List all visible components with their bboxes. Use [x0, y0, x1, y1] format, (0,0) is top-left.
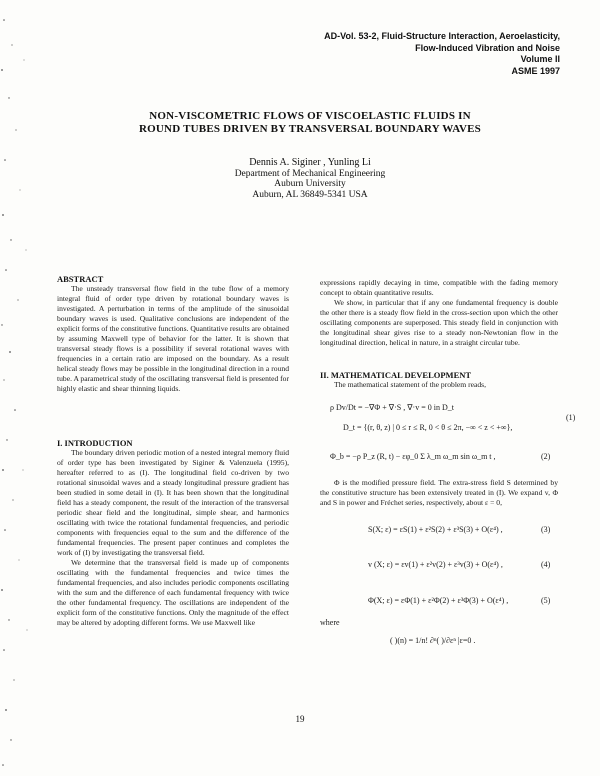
introduction-paragraph-1: The boundary driven periodic motion of a nested integral memory fluid of order type has been investigated by Siginer & Valenzuela (1995), hereafter referred to as (I). The longitudinal field co-driven by two rotational sinusoidal waves and a steady longitudinal pressure gradient has been studied in some detail in (I). It has been shown that the longitudinal field has a steady component, the result of the interaction of the transversal periodic shear field and the longitudinal, simple shear, and harmonics oscillating with twice the rotational fundamental frequencies, and periodic components with frequencies equal to the sum and the difference of the fundamental frequencies. The present paper continues and completes the work of (I) by investigating the transversal field.: [57, 448, 289, 557]
equation-4-number: (4): [541, 560, 551, 569]
author-department: Department of Mechanical Engineering: [234, 168, 386, 179]
equation-2-number: (2): [541, 452, 551, 461]
equation-3: S(X; ε) = εS(1) + ε²S(2) + ε³S(3) + O(ε⁴) ,: [368, 525, 503, 534]
phi-paragraph: Φ is the modified pressure field. The extra-stress field S determined by the constitutive structure has been extensively treated in (I). We expand v, Φ and S in power and Fréchet series, respectively, about ε = 0,: [320, 478, 558, 507]
right-paragraph-2: We show, in particular that if any one fundamental frequency is double the other there is a steady flow field in the cross-section upon which the other oscillating components are superposed. This steady field in conjunction with the longitudinal shear gives rise to a steady non-Newtonian flow in the longitudinal direction, helical in nature, in a straight circular tube.: [320, 298, 558, 347]
header-line-2: Flow-Induced Vibration and Noise: [415, 42, 560, 53]
equation-1a: ρ Dv/Dt = −∇Φ + ∇·S , ∇·v = 0 in D_t: [330, 403, 454, 412]
title-line-2: ROUND TUBES DRIVEN BY TRANSVERSAL BOUNDARY WAVES: [139, 123, 481, 135]
equation-6: ( )(n) = 1/n! ∂ⁿ( )/∂εⁿ |ε=0 .: [390, 636, 476, 645]
math-intro: The mathematical statement of the problem reads,: [334, 380, 487, 389]
header-line-3: Volume II: [520, 54, 560, 64]
abstract-section: [57, 274, 289, 394]
equation-2: Φ_b = −ρ P_z (R, t) − εφ_0 Σ λ_m ω_m sin ω_m t ,: [330, 452, 496, 461]
equation-5: Φ(X; ε) = εΦ(1) + ε²Φ(2) + ε³Φ(3) + O(ε⁴) ,: [368, 596, 509, 605]
title-line-1: NON-VISCOMETRIC FLOWS OF VISCOELASTIC FLUIDS IN: [149, 110, 471, 122]
page-number: 19: [295, 714, 305, 724]
right-paragraph-1: expressions rapidly decaying in time, compatible with the fading memory concept to obtain quantitative results.: [320, 278, 558, 297]
author-address: Auburn, AL 36849-5341 USA: [252, 189, 368, 200]
author-names: Dennis A. Siginer , Yunling Li: [249, 157, 371, 168]
paper-title: [60, 110, 560, 136]
abstract-heading: ABSTRACT: [57, 274, 104, 284]
right-column-top: [320, 278, 558, 348]
equation-3-number: (3): [541, 525, 551, 534]
header-line-1: AD-Vol. 53-2, Fluid-Structure Interaction, Aeroelasticity,: [324, 31, 560, 41]
author-university: Auburn University: [274, 179, 346, 189]
header-line-4: ASME 1997: [511, 65, 560, 76]
introduction-heading: I. INTRODUCTION: [57, 438, 133, 448]
introduction-section: [57, 438, 289, 628]
math-heading: II. MATHEMATICAL DEVELOPMENT: [320, 370, 472, 380]
author-block: [60, 158, 560, 200]
equation-5-number: (5): [541, 596, 551, 605]
equation-4: v (X; ε) = εv(1) + ε²v(2) + ε³v(3) + O(ε⁴) ,: [368, 560, 503, 569]
abstract-text: The unsteady transversal flow field in the tube flow of a memory integral fluid of order type driven by rotational boundary waves is investigated. A perturbation in terms of the amplitude of the sinusoidal boundary waves is used. Qualitative conclusions are independent of the explicit forms of the constitutive functions. Quantitative results are obtained by assuming Maxwell type of behavior for the latter. It is shown that transversal steady flows is a possibility if several rotational waves with frequencies in a certain ratio are imposed on the boundary. As a result helical steady flows may be possible in the longitudinal direction in a round tube. A parametrical study of the oscillating transversal field is presented for highly elastic and shear thinning liquids.: [57, 284, 289, 393]
phi-paragraph-block: [320, 478, 558, 508]
scan-edge-noise: [0, 0, 36, 776]
math-section: [320, 370, 558, 390]
proceedings-header: [324, 31, 560, 77]
equation-1b: D_t = {(r, θ, z) | 0 ≤ r ≤ R, 0 < θ ≤ 2π, −∞ < z < +∞},: [343, 423, 513, 432]
introduction-paragraph-2: We determine that the transversal field is made up of components oscillating with the fundamental frequencies and twice times the fundamental frequencies, and also includes periodic components oscillating with the sum and the difference of each fundamental frequency with twice the other fundamental frequency. The oscillations are independent of the explicit form of the constitutive functions. Only the magnitude of the effect may be altered by adopting different forms. We use Maxwell like: [57, 558, 289, 627]
equation-1-number: (1): [566, 413, 576, 422]
where-label: where: [320, 618, 340, 627]
